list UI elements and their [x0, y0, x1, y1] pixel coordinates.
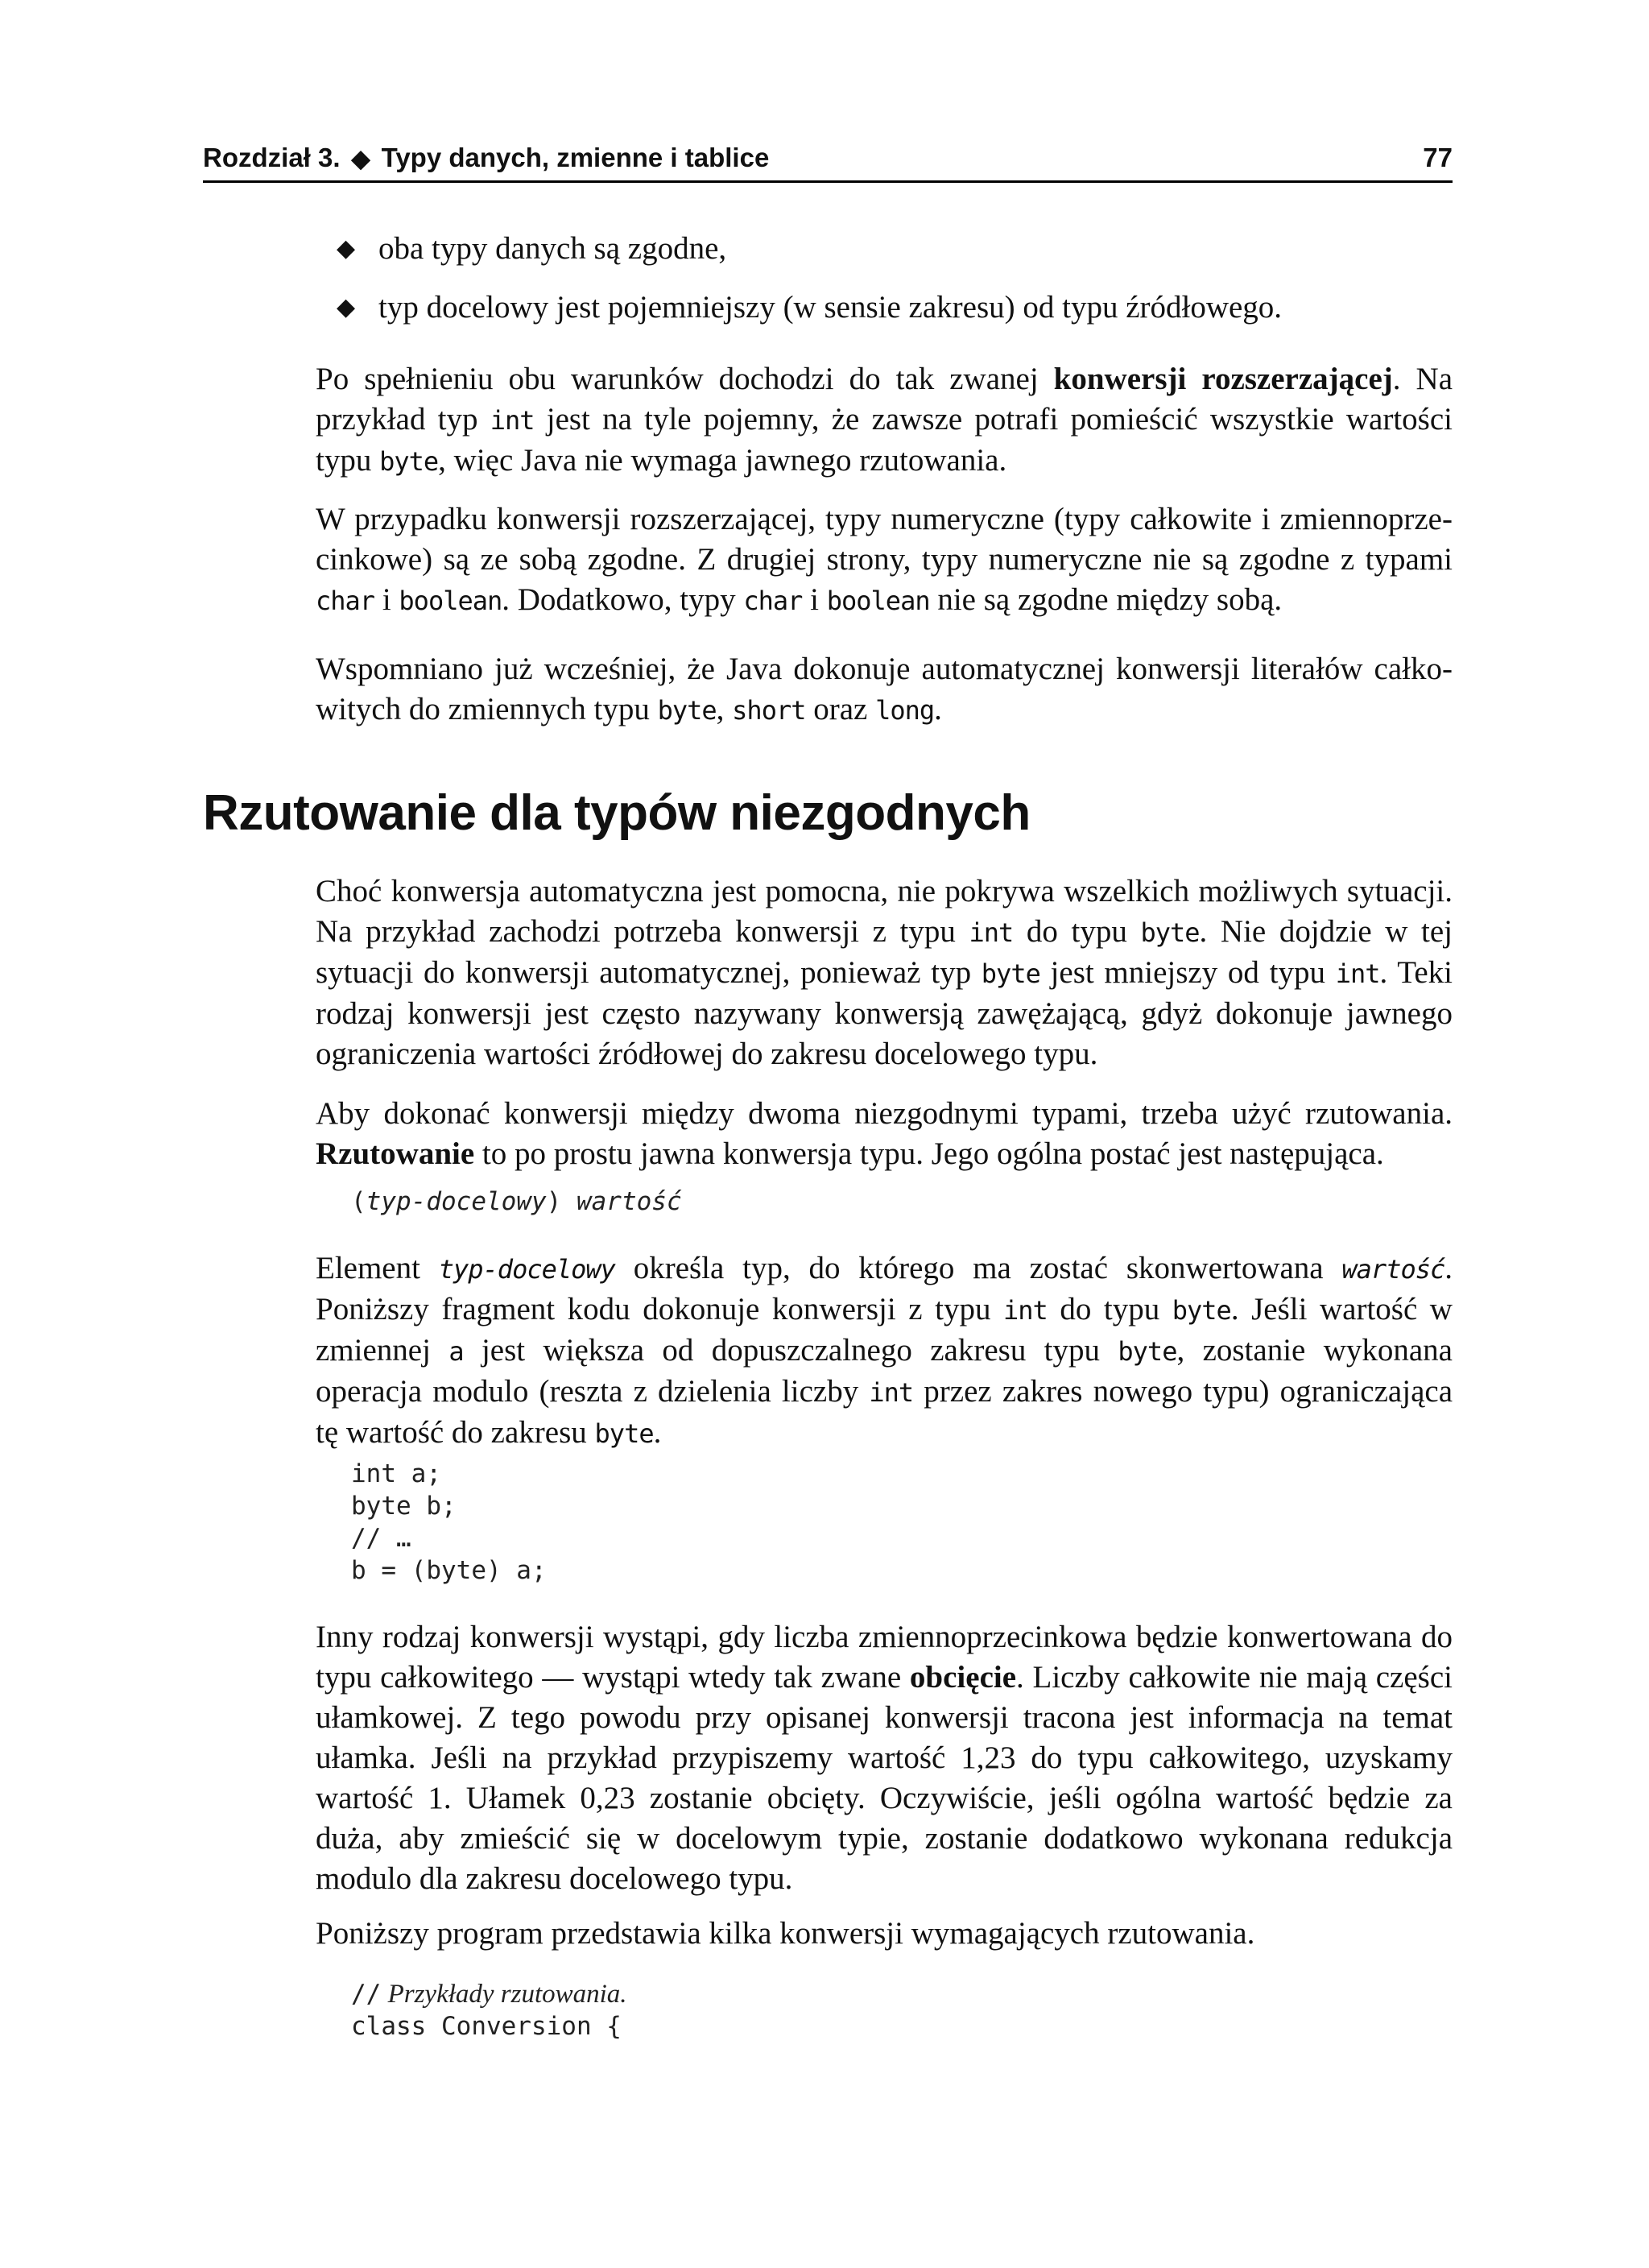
- inline-code: int: [490, 405, 535, 436]
- inline-code: short: [732, 695, 806, 726]
- inline-code: byte: [1140, 917, 1200, 948]
- diamond-bullet-icon: ◆: [337, 235, 356, 262]
- inline-code: byte: [1172, 1295, 1231, 1326]
- code-listing-conversion: [351, 1978, 627, 2042]
- header-chapter-title: [203, 142, 769, 176]
- inline-code: byte: [981, 958, 1040, 989]
- paragraph-casting-intro: Aby dokonać konwersji między dwoma niezgodnymi typami, trzeba użyć rzutowania. Rzutowanie to po prostu jawna konwersja typu. Jego ogólna postać jest następująca.: [316, 1096, 1453, 1171]
- paragraph-cast-explanation: Element typ-docelowy określa typ, do którego ma zostać skonwertowana wartość. Poniższy fragment kodu dokonuje konwersji z typu int do typu byte. Jeśli wartość w zmiennej a jest większa od dopuszczalnego zakresu typu byte, zostanie wykonana operacja modulo (reszta z dzielenia liczby int przez zakres nowego typu) ograniczająca tę wartość do zakresu byte.: [316, 1251, 1453, 1450]
- code-line: byte b;: [351, 1492, 457, 1521]
- inline-code: byte: [379, 446, 439, 477]
- page-number: 77: [1423, 143, 1453, 172]
- diamond-bullet-icon: ◆: [337, 294, 356, 321]
- chapter-label: Rozdział 3.: [203, 143, 341, 172]
- list-item-text: oba typy danych są zgodne,: [378, 231, 727, 266]
- code-line: // Przykłady rzutowania.: [351, 1980, 627, 2009]
- paragraph-widening-conversion: Po spełnieniu obu warunków dochodzi do tak zwanej konwersji rozszerzającej. Na przykład typ int jest na tyle pojemny, że zawsze potrafi pomieścić wszystkie wartości typu byte, więc Java nie wymaga jawnego rzutowania.: [316, 362, 1453, 478]
- paragraph-program-intro: Poniższy program przedstawia kilka konwersji wymagających rzutowania.: [316, 1916, 1255, 1951]
- inline-code: int: [869, 1377, 914, 1408]
- inline-code: byte: [657, 695, 717, 726]
- inline-code: typ-docelowy: [438, 1254, 615, 1285]
- paragraph-literals: Wspomniano już wcześniej, że Java dokonuje automatycznej konwersji literałów całkowitych do zmiennych typu byte, short oraz long.: [316, 652, 1453, 726]
- section-heading: Rzutowanie dla typów niezgodnych: [203, 785, 1031, 841]
- inline-code: int: [1002, 1295, 1048, 1326]
- inline-code: int: [1335, 958, 1380, 989]
- bullet-list: [337, 229, 1448, 346]
- code-line: class Conversion {: [351, 2012, 622, 2041]
- inline-code: boolean: [826, 586, 930, 616]
- section-label: Typy danych, zmienne i tablice: [381, 143, 770, 172]
- inline-code: byte: [594, 1418, 654, 1449]
- code-line: b = (byte) a;: [351, 1556, 547, 1585]
- paragraph-truncation: Inny rodzaj konwersji wystąpi, gdy liczba zmiennoprzecinkowa będzie konwertowana do typu całkowitego — wystąpi wtedy tak zwane obcięcie. Liczby całkowite nie mają części ułamkowej. Z tego powodu przy opisanej konwersji tracona jest informacja na temat ułamka. Jeśli na przykład przypiszemy wartość 1,23 do typu całkowitego, uzyskamy wartość 1. Ułamek 0,23 zostanie obcięty. Oczywiście, jeśli ogólna wartość będzie za duża, aby zmieścić się w docelowym typie, zostanie dodatkowo wykonana redukcja modulo dla zakresu docelowego typu.: [316, 1620, 1453, 1896]
- diamond-bullet-icon: ◆: [351, 146, 370, 172]
- code-line: int a;: [351, 1459, 441, 1488]
- inline-code: a: [448, 1336, 464, 1367]
- inline-code: int: [969, 917, 1014, 948]
- list-item: [337, 229, 1448, 269]
- inline-code: char: [743, 586, 803, 616]
- paragraph-numeric-compat: W przypadku konwersji rozszerzającej, typy numeryczne (typy całkowite i zmiennoprzecinkowe) są ze sobą zgodne. Z drugiej strony, typy numeryczne nie są zgodne z typami char i boolean. Dodatkowo, typy char i boolean nie są zgodne między sobą.: [316, 502, 1453, 617]
- term-bold: obcięcie: [909, 1660, 1017, 1695]
- running-header: [203, 142, 1453, 183]
- inline-code: long: [875, 695, 935, 726]
- code-listing-cast: [351, 1458, 547, 1587]
- term-bold: konwersji rozszerzającej: [1053, 362, 1393, 396]
- list-item-text: typ docelowy jest pojemniejszy (w sensie zakresu) od typu źródłowego.: [378, 290, 1283, 325]
- inline-code: byte: [1118, 1336, 1177, 1367]
- paragraph-narrowing: Choć konwersja automatyczna jest pomocna, nie pokrywa wszelkich możliwych sytuacji. Na przykład zachodzi potrzeba konwersji z typu int do typu byte. Nie dojdzie w tej sytuacji do konwersji automatycznej, ponieważ typ byte jest mniejszy od typu int. Teki rodzaj konwersji jest często nazywany konwersją zawężającą, gdyż dokonuje jawnego ograniczenia wartości źródłowej do zakresu docelowego typu.: [316, 874, 1453, 1071]
- list-item: [337, 288, 1448, 328]
- code-line: // …: [351, 1524, 411, 1553]
- inline-code: char: [316, 586, 375, 616]
- inline-code: boolean: [399, 586, 502, 616]
- inline-code: wartość: [1341, 1254, 1445, 1285]
- syntax-example: (typ-docelowy) wartość: [351, 1187, 682, 1216]
- term-bold: Rzutowanie: [316, 1136, 475, 1171]
